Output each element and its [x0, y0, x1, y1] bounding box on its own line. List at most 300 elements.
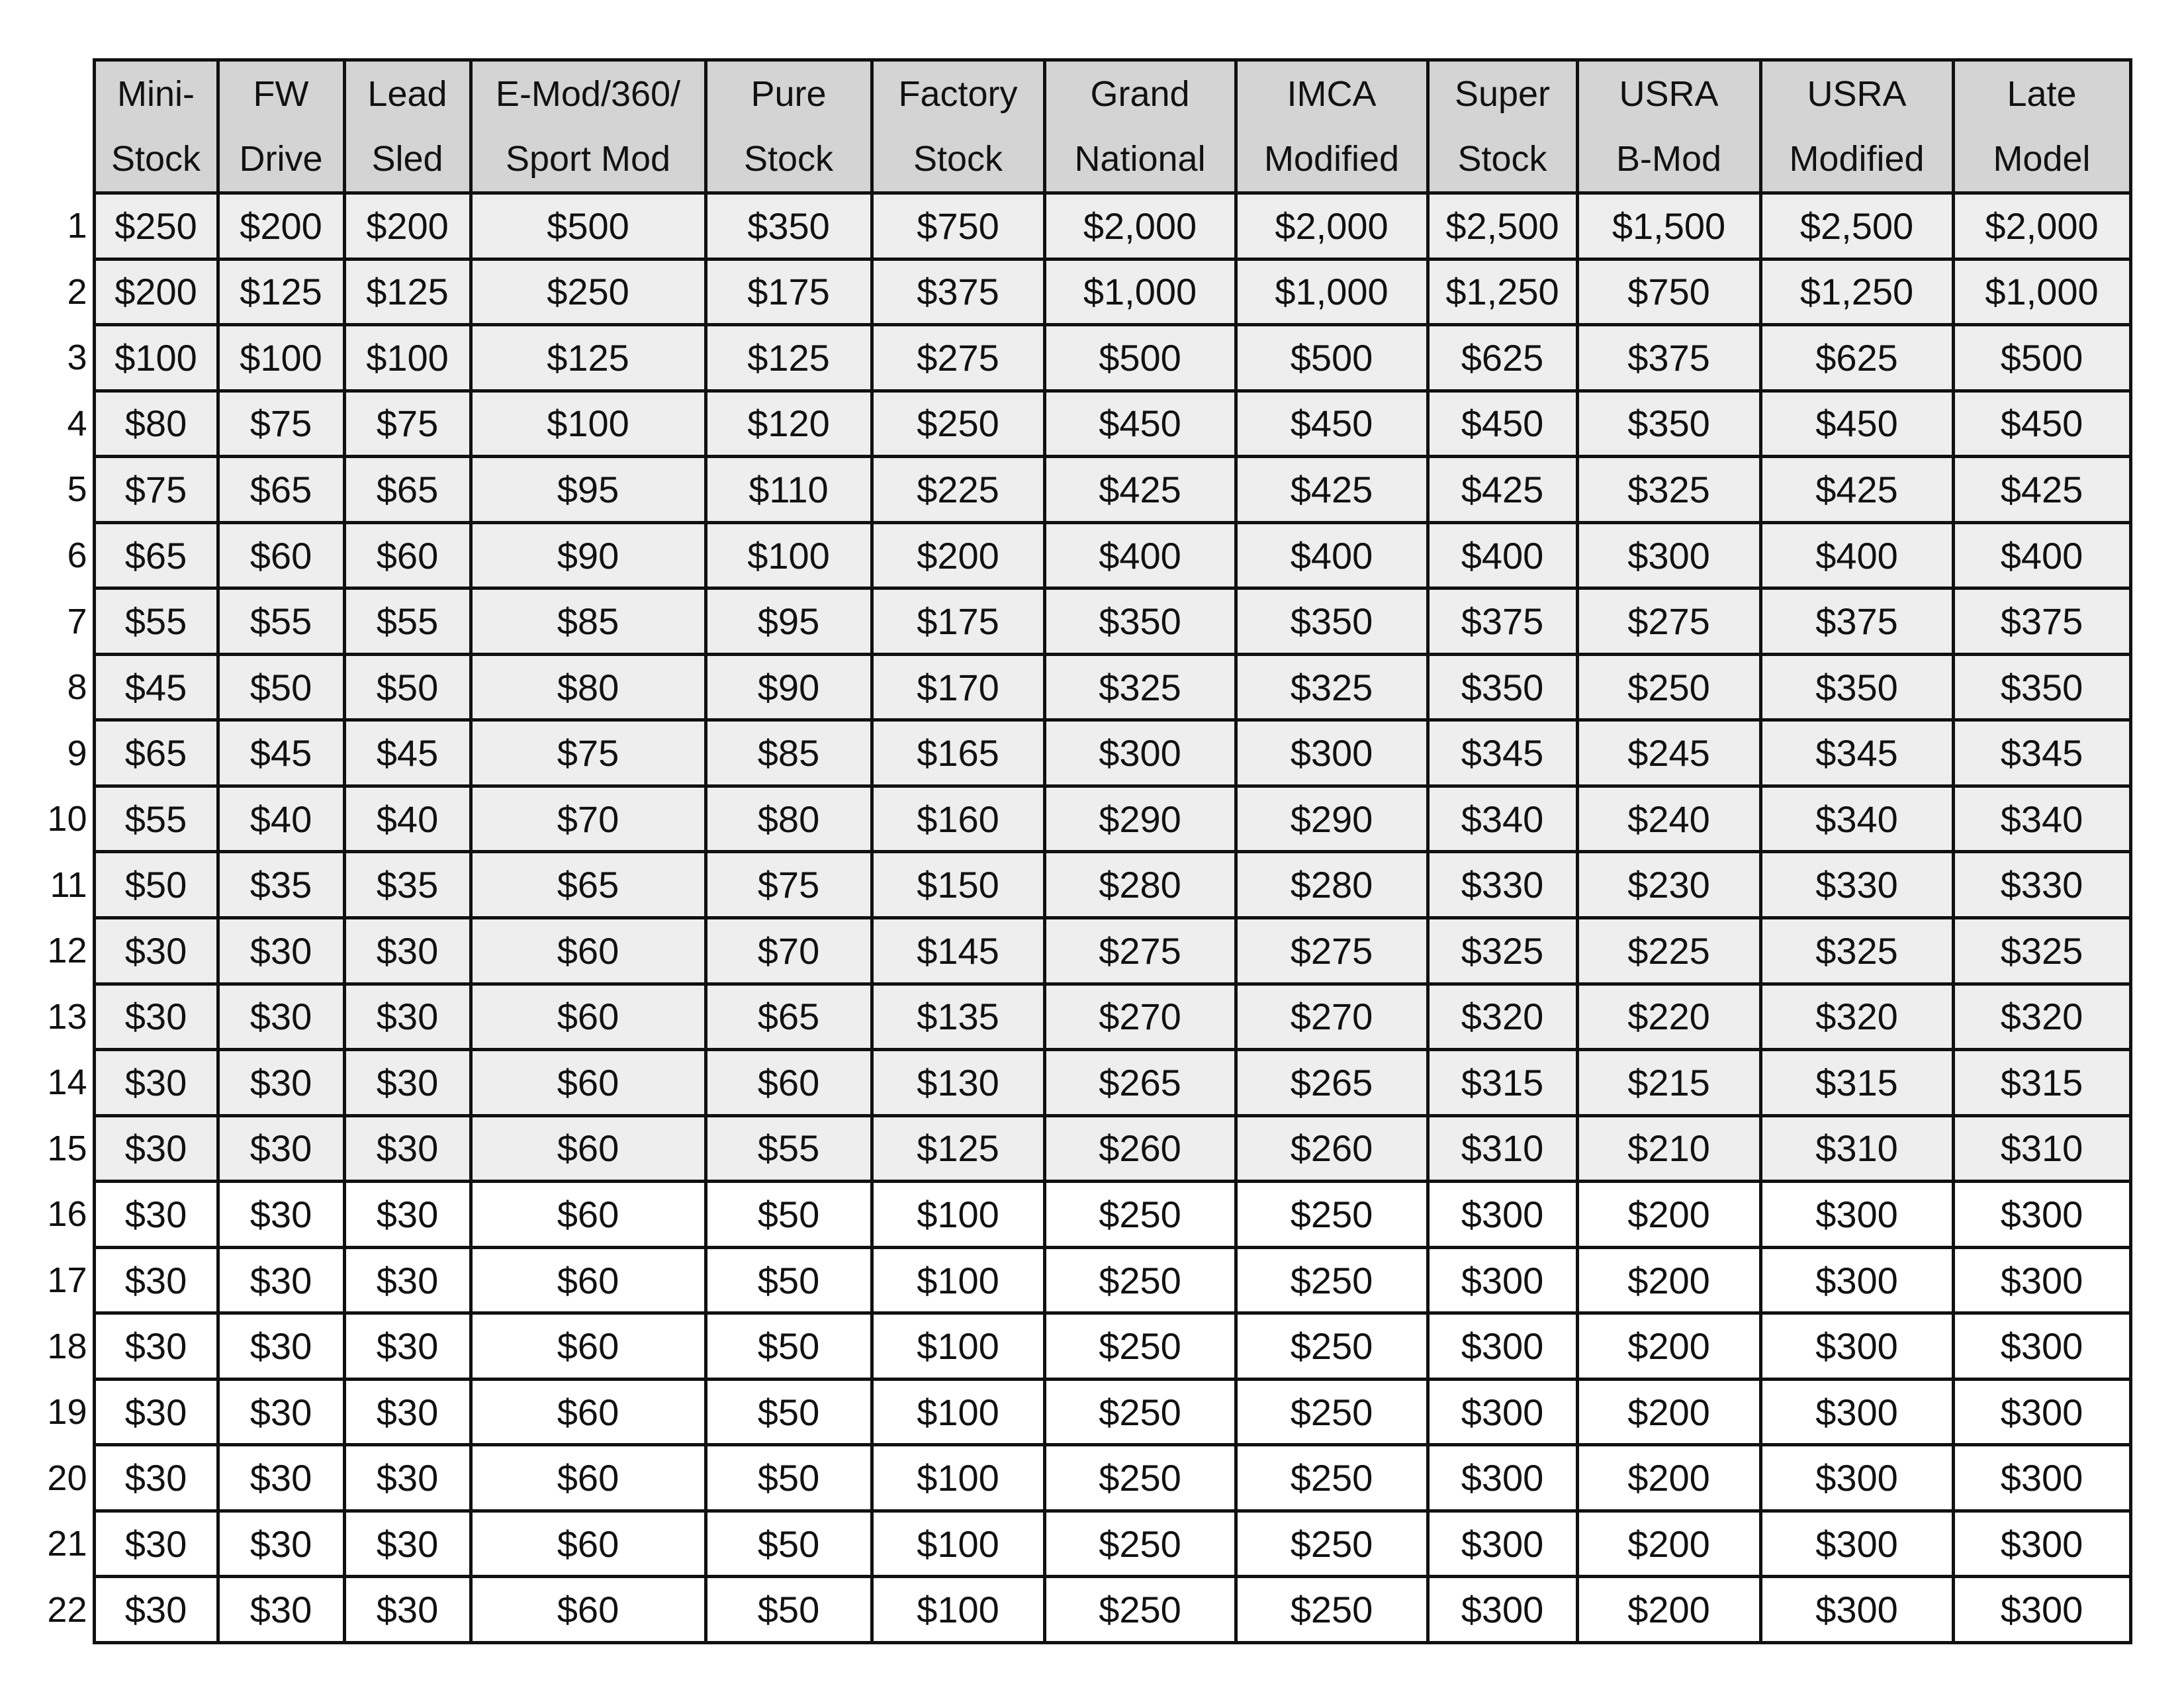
payout-cell: $200 [218, 193, 344, 259]
position-number: 15 [26, 1115, 94, 1182]
payout-cell: $60 [471, 1577, 705, 1643]
payout-cell: $315 [1428, 1050, 1577, 1116]
payout-cell: $250 [1236, 1182, 1428, 1248]
payout-cell: $300 [1428, 1379, 1577, 1445]
payout-cell: $500 [471, 193, 705, 259]
position-number: 9 [26, 720, 94, 786]
column-header-line: IMCA [1287, 74, 1377, 114]
column-header [1044, 60, 1236, 193]
payout-cell: $625 [1760, 325, 1953, 391]
payout-cell: $100 [872, 1182, 1044, 1248]
payout-cell: $750 [1577, 259, 1760, 325]
payout-cell: $2,500 [1428, 193, 1577, 259]
payout-cell: $30 [218, 1050, 344, 1116]
payout-cell: $125 [218, 259, 344, 325]
payout-cell: $350 [1953, 654, 2130, 720]
table-row [26, 457, 2130, 523]
payout-cell: $500 [1953, 325, 2130, 391]
table-row [26, 588, 2130, 655]
payout-cell: $260 [1236, 1115, 1428, 1182]
payout-cell: $250 [1577, 654, 1760, 720]
column-header [705, 60, 872, 193]
table-row [26, 522, 2130, 588]
payout-cell: $85 [705, 720, 872, 786]
payout-cell: $400 [1044, 522, 1236, 588]
payout-cell: $65 [705, 984, 872, 1050]
payout-cell: $30 [218, 984, 344, 1050]
payout-cell: $300 [1760, 1247, 1953, 1313]
table-row [26, 1511, 2130, 1577]
payout-cell: $250 [1044, 1379, 1236, 1445]
column-header-line: Pure [751, 74, 827, 114]
payout-cell: $30 [94, 984, 218, 1050]
table-row [26, 1445, 2130, 1511]
payout-cell: $100 [218, 325, 344, 391]
table-row [26, 259, 2130, 325]
payout-cell: $85 [471, 588, 705, 655]
payout-cell: $35 [344, 852, 471, 918]
payout-cell: $30 [218, 1247, 344, 1313]
payout-cell: $100 [94, 325, 218, 391]
payout-cell: $290 [1236, 786, 1428, 852]
table-row [26, 918, 2130, 984]
payout-cell: $45 [344, 720, 471, 786]
payout-cell: $30 [344, 984, 471, 1050]
position-number: 21 [26, 1511, 94, 1577]
payout-cell: $175 [872, 588, 1044, 655]
payout-cell: $150 [872, 852, 1044, 918]
payout-cell: $300 [1044, 720, 1236, 786]
payout-cell: $200 [94, 259, 218, 325]
column-header-line: Mini- [117, 74, 195, 114]
payout-cell: $75 [344, 391, 471, 457]
payout-cell: $325 [1953, 918, 2130, 984]
column-header-line: Sled [371, 139, 443, 179]
payout-cell: $450 [1236, 391, 1428, 457]
payout-cell: $120 [705, 391, 872, 457]
column-header-line: Late [2007, 74, 2077, 114]
corner-cell [26, 60, 94, 193]
payout-cell: $55 [94, 786, 218, 852]
payout-cell: $300 [1953, 1577, 2130, 1643]
payout-cell: $315 [1953, 1050, 2130, 1116]
payout-cell: $340 [1760, 786, 1953, 852]
payout-cell: $280 [1044, 852, 1236, 918]
column-header [1577, 60, 1760, 193]
payout-cell: $40 [344, 786, 471, 852]
payout-cell: $250 [1236, 1445, 1428, 1511]
payout-cell: $250 [1044, 1445, 1236, 1511]
column-header-line: Stock [743, 139, 834, 179]
payout-cell: $55 [218, 588, 344, 655]
column-header [872, 60, 1044, 193]
payout-cell: $2,000 [1953, 193, 2130, 259]
payout-cell: $100 [872, 1313, 1044, 1380]
column-header-line: Stock [1457, 139, 1547, 179]
payout-cell: $345 [1953, 720, 2130, 786]
position-number: 4 [26, 391, 94, 457]
column-header [218, 60, 344, 193]
payout-cell: $30 [94, 1182, 218, 1248]
payout-cell: $30 [94, 1445, 218, 1511]
column-header-line: Drive [239, 139, 323, 179]
payout-cell: $30 [344, 1511, 471, 1577]
payout-cell: $60 [471, 1313, 705, 1380]
payout-cell: $250 [1236, 1313, 1428, 1380]
payout-cell: $60 [471, 1182, 705, 1248]
position-number: 14 [26, 1050, 94, 1116]
payout-cell: $450 [1953, 391, 2130, 457]
payout-cell: $30 [218, 1182, 344, 1248]
payout-cell: $375 [1953, 588, 2130, 655]
payout-cell: $200 [1577, 1379, 1760, 1445]
payout-cell: $330 [1953, 852, 2130, 918]
payout-cell: $125 [705, 325, 872, 391]
payout-cell: $260 [1044, 1115, 1236, 1182]
payout-cell: $30 [344, 1050, 471, 1116]
table-row [26, 193, 2130, 259]
column-header-line: Modified [1263, 139, 1400, 179]
payout-cell: $350 [1760, 654, 1953, 720]
payout-cell: $160 [872, 786, 1044, 852]
payout-cell: $1,250 [1760, 259, 1953, 325]
payout-cell: $60 [218, 522, 344, 588]
payout-cell: $300 [1760, 1577, 1953, 1643]
payout-cell: $30 [94, 1577, 218, 1643]
payout-cell: $275 [1236, 918, 1428, 984]
column-header-line: Lead [367, 74, 447, 114]
payout-cell: $375 [1428, 588, 1577, 655]
payout-cell: $55 [344, 588, 471, 655]
payout-cell: $45 [218, 720, 344, 786]
position-number: 20 [26, 1445, 94, 1511]
payout-cell: $100 [872, 1379, 1044, 1445]
payout-cell: $30 [344, 1182, 471, 1248]
payout-cell: $350 [1236, 588, 1428, 655]
payout-cell: $225 [1577, 918, 1760, 984]
column-header [1760, 60, 1953, 193]
position-number: 18 [26, 1313, 94, 1380]
payout-cell: $30 [344, 1577, 471, 1643]
payout-cell: $750 [872, 193, 1044, 259]
payout-cell: $300 [1953, 1379, 2130, 1445]
payout-cell: $30 [344, 1247, 471, 1313]
payout-cell: $300 [1236, 720, 1428, 786]
column-header [1953, 60, 2130, 193]
table-row [26, 1313, 2130, 1380]
payout-cell: $30 [344, 1379, 471, 1445]
payout-cell: $50 [705, 1379, 872, 1445]
payout-cell: $250 [1044, 1577, 1236, 1643]
payout-cell: $135 [872, 984, 1044, 1050]
payout-cell: $265 [1044, 1050, 1236, 1116]
payout-cell: $55 [705, 1115, 872, 1182]
payout-cell: $330 [1760, 852, 1953, 918]
payout-cell: $30 [344, 1445, 471, 1511]
payout-cell: $250 [1044, 1247, 1236, 1313]
payout-cell: $30 [218, 1511, 344, 1577]
payout-cell: $60 [471, 1379, 705, 1445]
payout-cell: $30 [344, 1115, 471, 1182]
payout-cell: $30 [218, 1445, 344, 1511]
payout-cell: $250 [471, 259, 705, 325]
payout-cell: $300 [1428, 1577, 1577, 1643]
payout-cell: $1,250 [1428, 259, 1577, 325]
column-header [94, 60, 218, 193]
payout-cell: $320 [1428, 984, 1577, 1050]
payout-cell: $200 [1577, 1313, 1760, 1380]
payout-cell: $275 [1577, 588, 1760, 655]
column-header [1236, 60, 1428, 193]
position-number: 17 [26, 1247, 94, 1313]
position-number: 22 [26, 1577, 94, 1643]
payout-cell: $275 [1044, 918, 1236, 984]
payout-cell: $300 [1760, 1313, 1953, 1380]
position-number: 11 [26, 852, 94, 918]
payout-table [26, 58, 2132, 1644]
table-row [26, 325, 2130, 391]
payout-cell: $45 [94, 654, 218, 720]
payout-cell: $60 [344, 522, 471, 588]
payout-cell: $30 [344, 1313, 471, 1380]
payout-cell: $375 [1760, 588, 1953, 655]
table-row [26, 1182, 2130, 1248]
position-number: 6 [26, 522, 94, 588]
payout-cell: $75 [705, 852, 872, 918]
payout-cell: $2,000 [1236, 193, 1428, 259]
position-number: 8 [26, 654, 94, 720]
payout-cell: $240 [1577, 786, 1760, 852]
payout-cell: $145 [872, 918, 1044, 984]
header-row [26, 60, 2130, 193]
payout-cell: $625 [1428, 325, 1577, 391]
column-header-line: Factory [898, 74, 1018, 114]
payout-cell: $200 [1577, 1182, 1760, 1248]
table-row [26, 1115, 2130, 1182]
column-header [471, 60, 705, 193]
payout-cell: $250 [1044, 1313, 1236, 1380]
position-number: 2 [26, 259, 94, 325]
column-header-line: Modified [1789, 139, 1925, 179]
payout-cell: $300 [1760, 1379, 1953, 1445]
column-header-line: B-Mod [1615, 139, 1722, 179]
position-number: 13 [26, 984, 94, 1050]
payout-cell: $175 [705, 259, 872, 325]
payout-cell: $425 [1236, 457, 1428, 523]
payout-cell: $425 [1044, 457, 1236, 523]
payout-cell: $30 [344, 918, 471, 984]
table-row [26, 852, 2130, 918]
payout-cell: $55 [94, 588, 218, 655]
payout-cell: $250 [1236, 1511, 1428, 1577]
payout-cell: $325 [1044, 654, 1236, 720]
payout-cell: $300 [1953, 1445, 2130, 1511]
payout-cell: $100 [872, 1247, 1044, 1313]
payout-cell: $30 [218, 1379, 344, 1445]
payout-cell: $340 [1428, 786, 1577, 852]
payout-cell: $60 [471, 1511, 705, 1577]
payout-cell: $50 [705, 1577, 872, 1643]
payout-cell: $80 [94, 391, 218, 457]
payout-cell: $280 [1236, 852, 1428, 918]
payout-cell: $300 [1577, 522, 1760, 588]
payout-cell: $65 [94, 522, 218, 588]
payout-cell: $60 [471, 1050, 705, 1116]
payout-cell: $330 [1428, 852, 1577, 918]
payout-cell: $60 [471, 1445, 705, 1511]
payout-cell: $30 [94, 1313, 218, 1380]
payout-cell: $375 [1577, 325, 1760, 391]
payout-cell: $65 [218, 457, 344, 523]
payout-cell: $500 [1044, 325, 1236, 391]
payout-cell: $325 [1760, 918, 1953, 984]
column-header [344, 60, 471, 193]
payout-cell: $2,000 [1044, 193, 1236, 259]
payout-cell: $30 [94, 1379, 218, 1445]
payout-cell: $210 [1577, 1115, 1760, 1182]
payout-cell: $425 [1428, 457, 1577, 523]
payout-cell: $270 [1236, 984, 1428, 1050]
payout-cell: $100 [471, 391, 705, 457]
payout-cell: $30 [218, 1115, 344, 1182]
payout-cell: $200 [872, 522, 1044, 588]
payout-cell: $60 [471, 1247, 705, 1313]
payout-cell: $345 [1428, 720, 1577, 786]
table-row [26, 1577, 2130, 1643]
position-number: 1 [26, 193, 94, 259]
payout-cell: $250 [872, 391, 1044, 457]
payout-cell: $125 [872, 1115, 1044, 1182]
payout-cell: $325 [1428, 918, 1577, 984]
payout-cell: $225 [872, 457, 1044, 523]
payout-cell: $30 [94, 1247, 218, 1313]
payout-cell: $250 [1044, 1511, 1236, 1577]
payout-cell: $100 [344, 325, 471, 391]
payout-cell: $60 [471, 918, 705, 984]
payout-cell: $400 [1428, 522, 1577, 588]
payout-cell: $300 [1428, 1247, 1577, 1313]
payout-cell: $300 [1953, 1247, 2130, 1313]
payout-cell: $220 [1577, 984, 1760, 1050]
payout-cell: $60 [705, 1050, 872, 1116]
payout-cell: $95 [471, 457, 705, 523]
payout-cell: $270 [1044, 984, 1236, 1050]
payout-cell: $300 [1953, 1511, 2130, 1577]
payout-cell: $245 [1577, 720, 1760, 786]
payout-cell: $315 [1760, 1050, 1953, 1116]
payout-cell: $65 [344, 457, 471, 523]
payout-cell: $130 [872, 1050, 1044, 1116]
payout-cell: $320 [1760, 984, 1953, 1050]
payout-cell: $350 [1044, 588, 1236, 655]
payout-cell: $80 [705, 786, 872, 852]
payout-cell: $40 [218, 786, 344, 852]
payout-cell: $100 [872, 1445, 1044, 1511]
payout-cell: $310 [1760, 1115, 1953, 1182]
payout-cell: $75 [218, 391, 344, 457]
payout-cell: $375 [872, 259, 1044, 325]
payout-cell: $30 [218, 1577, 344, 1643]
position-number: 16 [26, 1182, 94, 1248]
payout-cell: $215 [1577, 1050, 1760, 1116]
table-row [26, 720, 2130, 786]
payout-cell: $250 [1044, 1182, 1236, 1248]
column-header-line: Stock [913, 139, 1003, 179]
column-header-line: Model [1993, 139, 2091, 179]
payout-cell: $450 [1760, 391, 1953, 457]
payout-cell: $400 [1760, 522, 1953, 588]
payout-cell: $350 [1428, 654, 1577, 720]
payout-cell: $425 [1953, 457, 2130, 523]
payout-cell: $450 [1428, 391, 1577, 457]
table-row [26, 1379, 2130, 1445]
payout-cell: $350 [705, 193, 872, 259]
column-header-line: FW [253, 74, 309, 114]
payout-cell: $400 [1236, 522, 1428, 588]
payout-cell: $30 [94, 1115, 218, 1182]
payout-cell: $200 [1577, 1511, 1760, 1577]
payout-cell: $290 [1044, 786, 1236, 852]
payout-cell: $300 [1760, 1182, 1953, 1248]
payout-cell: $50 [705, 1313, 872, 1380]
position-number: 5 [26, 457, 94, 523]
payout-cell: $500 [1236, 325, 1428, 391]
column-header-line: Super [1454, 74, 1551, 114]
payout-cell: $50 [705, 1247, 872, 1313]
payout-cell: $1,000 [1236, 259, 1428, 325]
position-number: 19 [26, 1379, 94, 1445]
payout-cell: $200 [1577, 1577, 1760, 1643]
column-header-line: USRA [1619, 74, 1719, 114]
payout-cell: $1,000 [1044, 259, 1236, 325]
payout-cell: $70 [705, 918, 872, 984]
table-body [26, 193, 2130, 1643]
payout-cell: $250 [1236, 1379, 1428, 1445]
payout-cell: $300 [1760, 1511, 1953, 1577]
payout-cell: $265 [1236, 1050, 1428, 1116]
payout-cell: $100 [872, 1511, 1044, 1577]
payout-cell: $30 [218, 1313, 344, 1380]
position-number: 3 [26, 325, 94, 391]
payout-cell: $200 [1577, 1247, 1760, 1313]
payout-cell: $75 [94, 457, 218, 523]
column-header-line: Sport Mod [505, 139, 671, 179]
payout-cell: $300 [1428, 1445, 1577, 1511]
payout-cell: $60 [471, 1115, 705, 1182]
payout-cell: $450 [1044, 391, 1236, 457]
payout-cell: $50 [705, 1511, 872, 1577]
payout-cell: $90 [705, 654, 872, 720]
payout-cell: $300 [1953, 1182, 2130, 1248]
payout-cell: $70 [471, 786, 705, 852]
payout-cell: $340 [1953, 786, 2130, 852]
payout-cell: $300 [1428, 1313, 1577, 1380]
position-number: 7 [26, 588, 94, 655]
payout-cell: $300 [1953, 1313, 2130, 1380]
payout-cell: $170 [872, 654, 1044, 720]
payout-cell: $30 [94, 918, 218, 984]
payout-cell: $30 [94, 1511, 218, 1577]
payout-cell: $310 [1953, 1115, 2130, 1182]
payout-cell: $75 [471, 720, 705, 786]
payout-cell: $90 [471, 522, 705, 588]
column-header [1428, 60, 1577, 193]
payout-cell: $1,000 [1953, 259, 2130, 325]
payout-cell: $50 [705, 1182, 872, 1248]
payout-cell: $325 [1236, 654, 1428, 720]
payout-cell: $50 [218, 654, 344, 720]
payout-cell: $65 [471, 852, 705, 918]
